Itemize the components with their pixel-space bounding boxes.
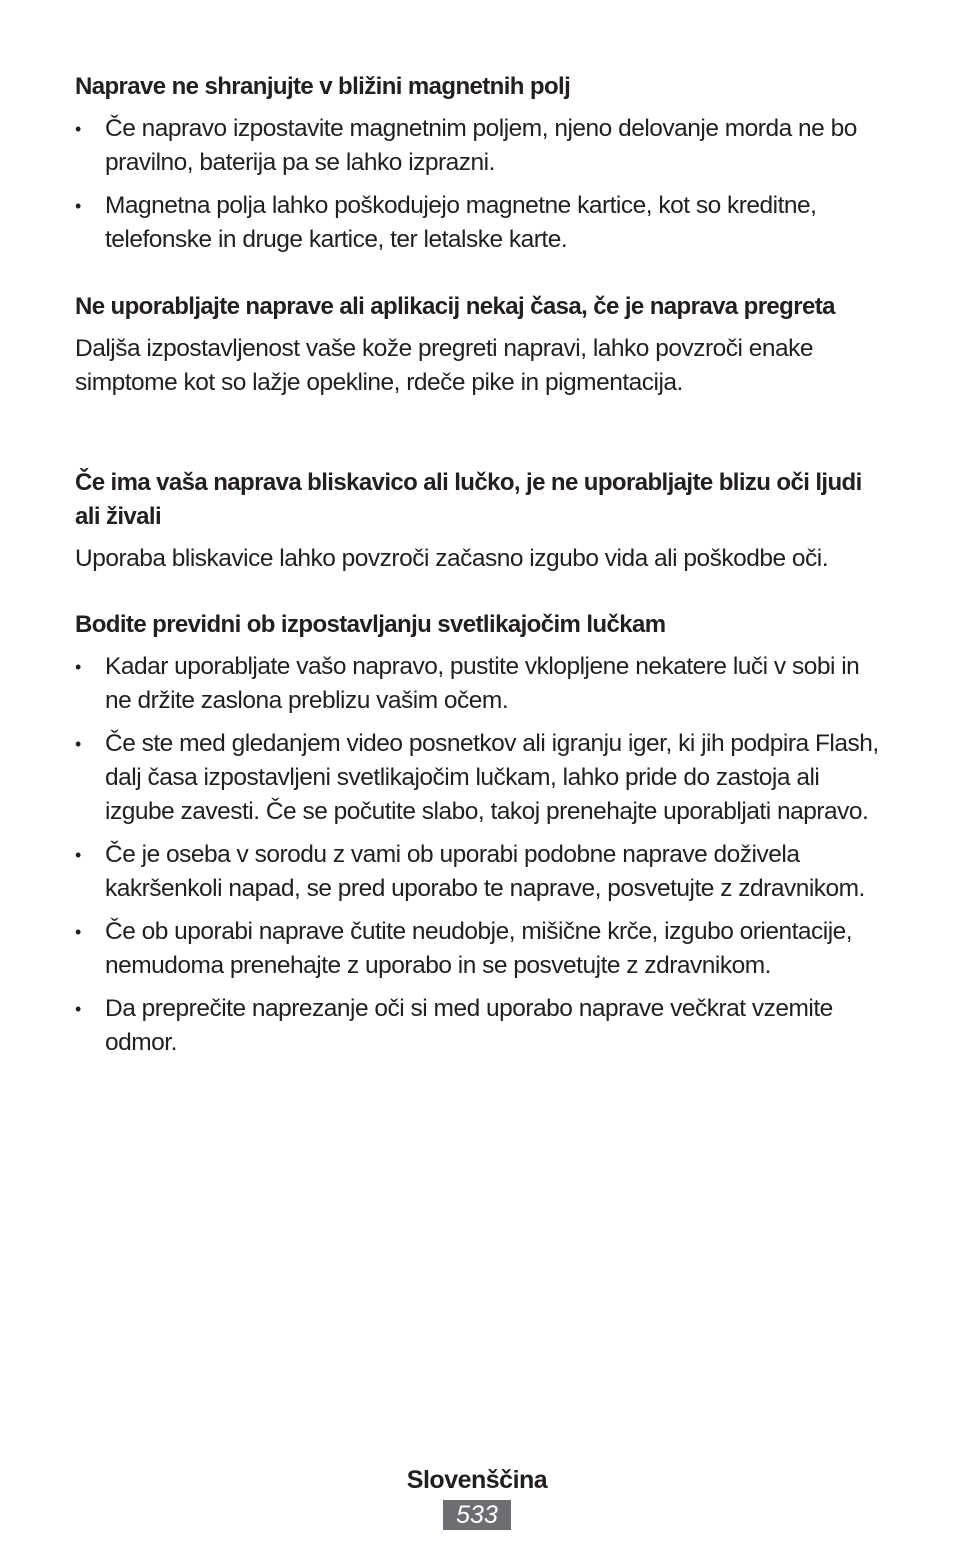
footer-language: Slovenščina <box>406 1466 548 1494</box>
page-number: 533 <box>443 1500 511 1530</box>
list-item <box>75 992 885 1060</box>
section-paragraph: Daljša izpostavljenost vaše kože pregreti napravi, lahko povzroči enake simptome kot so lažje opekline, rdeče pike in pigmentacija. <box>75 335 814 396</box>
list-item <box>75 727 885 829</box>
list-item <box>75 650 885 718</box>
section-heading: Če ima vaša naprava bliskavico ali lučko, je ne uporabljajte blizu oči ljudi ali živali <box>75 469 862 530</box>
bullet-icon: • <box>75 999 81 1019</box>
section-magnetic-fields <box>75 70 885 266</box>
bullet-icon: • <box>75 845 81 865</box>
bullet-icon: • <box>75 734 81 754</box>
section-paragraph: Uporaba bliskavice lahko povzroči začasno izgubo vida ali poškodbe oči. <box>75 545 829 572</box>
section-overheated-device <box>75 290 885 400</box>
section-heading: Naprave ne shranjujte v bližini magnetnih polj <box>75 73 571 100</box>
list-item <box>75 112 885 180</box>
list-item <box>75 915 885 983</box>
bullet-icon: • <box>75 657 81 677</box>
list-item-text: Če napravo izpostavite magnetnim poljem, njeno delovanje morda ne bo pravilno, baterija pa se lahko izprazni. <box>105 115 857 176</box>
list-item <box>75 189 885 257</box>
list-item-text: Če ste med gledanjem video posnetkov ali igranju iger, ki jih podpira Flash, dalj časa izpostavljeni svetlikajočim lučkam, lahko pride do zastoja ali izgube zavesti. Če se počutite slabo, takoj prenehajte uporabljati napravo. <box>105 730 879 825</box>
bullet-icon: • <box>75 196 81 216</box>
section-flashing-lights <box>75 608 885 1069</box>
bullet-icon: • <box>75 119 81 139</box>
section-flash-light <box>75 466 885 576</box>
list-item <box>75 838 885 906</box>
bullet-list <box>75 112 885 257</box>
list-item-text: Kadar uporabljate vašo napravo, pustite vklopljene nekatere luči v sobi in ne držite zaslona preblizu vašim očem. <box>105 653 860 714</box>
section-heading: Ne uporabljajte naprave ali aplikacij nekaj časa, če je naprava pregreta <box>75 293 835 320</box>
list-item-text: Da preprečite naprezanje oči si med uporabo naprave večkrat vzemite odmor. <box>105 995 833 1056</box>
page-footer <box>0 1463 954 1530</box>
section-heading: Bodite previdni ob izpostavljanju svetlikajočim lučkam <box>75 611 666 638</box>
list-item-text: Če je oseba v sorodu z vami ob uporabi podobne naprave doživela kakršenkoli napad, se pred uporabo te naprave, posvetujte z zdravnikom. <box>105 841 865 902</box>
bullet-list <box>75 650 885 1060</box>
list-item-text: Magnetna polja lahko poškodujejo magnetne kartice, kot so kreditne, telefonske in druge kartice, ter letalske karte. <box>105 192 817 253</box>
list-item-text: Če ob uporabi naprave čutite neudobje, mišične krče, izgubo orientacije, nemudoma prenehajte z uporabo in se posvetujte z zdravnikom. <box>105 918 853 979</box>
bullet-icon: • <box>75 922 81 942</box>
